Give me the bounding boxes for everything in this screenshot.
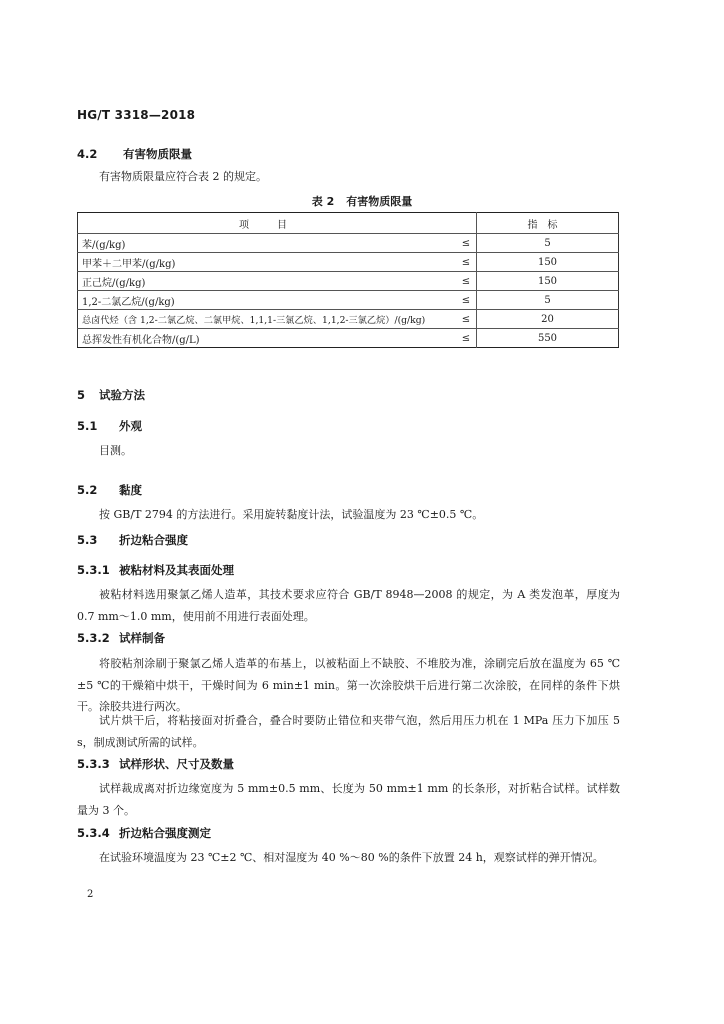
section-4-2-heading: [77, 146, 192, 162]
table-cell-value: 550: [477, 329, 619, 348]
page-number: 2: [87, 889, 94, 900]
table-cell-value: 150: [477, 253, 619, 272]
table-row: [78, 272, 619, 291]
section-number: 5.3.2: [77, 631, 110, 645]
hazardous-substance-table: [77, 212, 619, 348]
section-title: 折边粘合强度: [119, 533, 188, 547]
section-5-3-4-heading: [77, 825, 211, 841]
table-cell-operator: ≤: [456, 329, 477, 348]
table-cell-operator: ≤: [456, 234, 477, 253]
section-5-3-2-text-1: 将胶粘剂涂刷于聚氯乙烯人造革的布基上，以被粘面上不缺胶、不堆胶为准，涂刷完后放在温度为 65 ℃±5 ℃的干燥箱中烘干，干燥时间为 6 min±1 min。第一次涂胶烘干后进行第二次涂胶，在同样的条件下烘干。涂胶共进行两次。: [77, 657, 620, 713]
section-number: 5: [77, 388, 86, 402]
table-cell-item: 甲苯＋二甲苯/(g/kg): [78, 253, 457, 272]
section-title: 被粘材料及其表面处理: [119, 563, 234, 577]
section-title: 外观: [119, 419, 142, 433]
table-cell-item: 1,2-二氯乙烷/(g/kg): [78, 291, 457, 310]
section-number: 5.3.1: [77, 563, 110, 577]
section-title: 黏度: [119, 483, 142, 497]
table-cell-item: 总卤代烃（含 1,2-二氯乙烷、二氯甲烷、1,1,1-三氯乙烷、1,1,2-三氯乙烷）/(g/kg): [78, 310, 457, 329]
standard-header: HG/T 3318—2018: [77, 108, 196, 122]
table-row: [78, 234, 619, 253]
table-cell-operator: ≤: [456, 291, 477, 310]
section-5-3-3-text: 试样裁成离对折边缘宽度为 5 mm±0.5 mm、长度为 50 mm±1 mm 的长条形，对折粘合试样。试样数量为 3 个。: [77, 782, 620, 817]
table-cell-value: 5: [477, 234, 619, 253]
section-5-2-text: 按 GB/T 2794 的方法进行。采用旋转黏度计法，试验温度为 23 ℃±0.5 ℃。: [99, 508, 484, 521]
table-row: [78, 310, 619, 329]
section-5-heading: [77, 387, 145, 403]
section-title: 试验方法: [99, 388, 145, 402]
section-5-3-heading: [77, 532, 188, 548]
table-cell-value: 150: [477, 272, 619, 291]
table-cell-value: 5: [477, 291, 619, 310]
section-title: 试样形状、尺寸及数量: [119, 757, 234, 771]
table-cell-operator: ≤: [456, 253, 477, 272]
table-cell-item: 总挥发性有机化合物/(g/L): [78, 329, 457, 348]
section-5-1-text: 目测。: [99, 444, 132, 457]
table-row: [78, 253, 619, 272]
section-number: 5.2: [77, 483, 98, 497]
section-title: 折边粘合强度测定: [119, 826, 211, 840]
table-cell-value: 20: [477, 310, 619, 329]
table-caption-number: 表 2: [311, 195, 335, 208]
section-number: 5.3: [77, 533, 98, 547]
table-caption: [0, 193, 724, 209]
table-header-item: 项目: [239, 219, 315, 231]
section-number: 5.1: [77, 419, 98, 433]
section-number: 5.3.3: [77, 757, 110, 771]
section-5-3-4-text: 在试验环境温度为 23 ℃±2 ℃、相对湿度为 40 %～80 %的条件下放置 24 h，观察试样的弹开情况。: [99, 851, 604, 864]
table-caption-title: 有害物质限量: [346, 195, 413, 208]
table-cell-item: 正己烷/(g/kg): [78, 272, 457, 291]
section-5-2-heading: [77, 482, 142, 498]
section-title: 有害物质限量: [123, 147, 192, 161]
section-5-3-3-heading: [77, 756, 234, 772]
table-cell-operator: ≤: [456, 272, 477, 291]
table-row: [78, 291, 619, 310]
table-header-value: 指标: [477, 213, 619, 234]
section-title: 试样制备: [119, 631, 165, 645]
table-header-row: [78, 213, 619, 234]
table-cell-item: 苯/(g/kg): [78, 234, 457, 253]
section-5-3-2-heading: [77, 630, 165, 646]
section-number: 5.3.4: [77, 826, 110, 840]
section-5-3-1-heading: [77, 562, 234, 578]
section-number: 4.2: [77, 147, 98, 161]
section-5-1-heading: [77, 418, 142, 434]
section-4-2-text: 有害物质限量应符合表 2 的规定。: [99, 170, 267, 183]
section-5-3-2-text-2: 试片烘干后，将粘接面对折叠合，叠合时要防止错位和夹带气泡，然后用压力机在 1 MPa 压力下加压 5 s，制成测试所需的试样。: [77, 714, 620, 749]
table-row: [78, 329, 619, 348]
table-cell-operator: ≤: [456, 310, 477, 329]
section-5-3-1-text: 被粘材料选用聚氯乙烯人造革，其技术要求应符合 GB/T 8948—2008 的规定，为 A 类发泡革，厚度为 0.7 mm～1.0 mm，使用前不用进行表面处理。: [77, 588, 620, 623]
